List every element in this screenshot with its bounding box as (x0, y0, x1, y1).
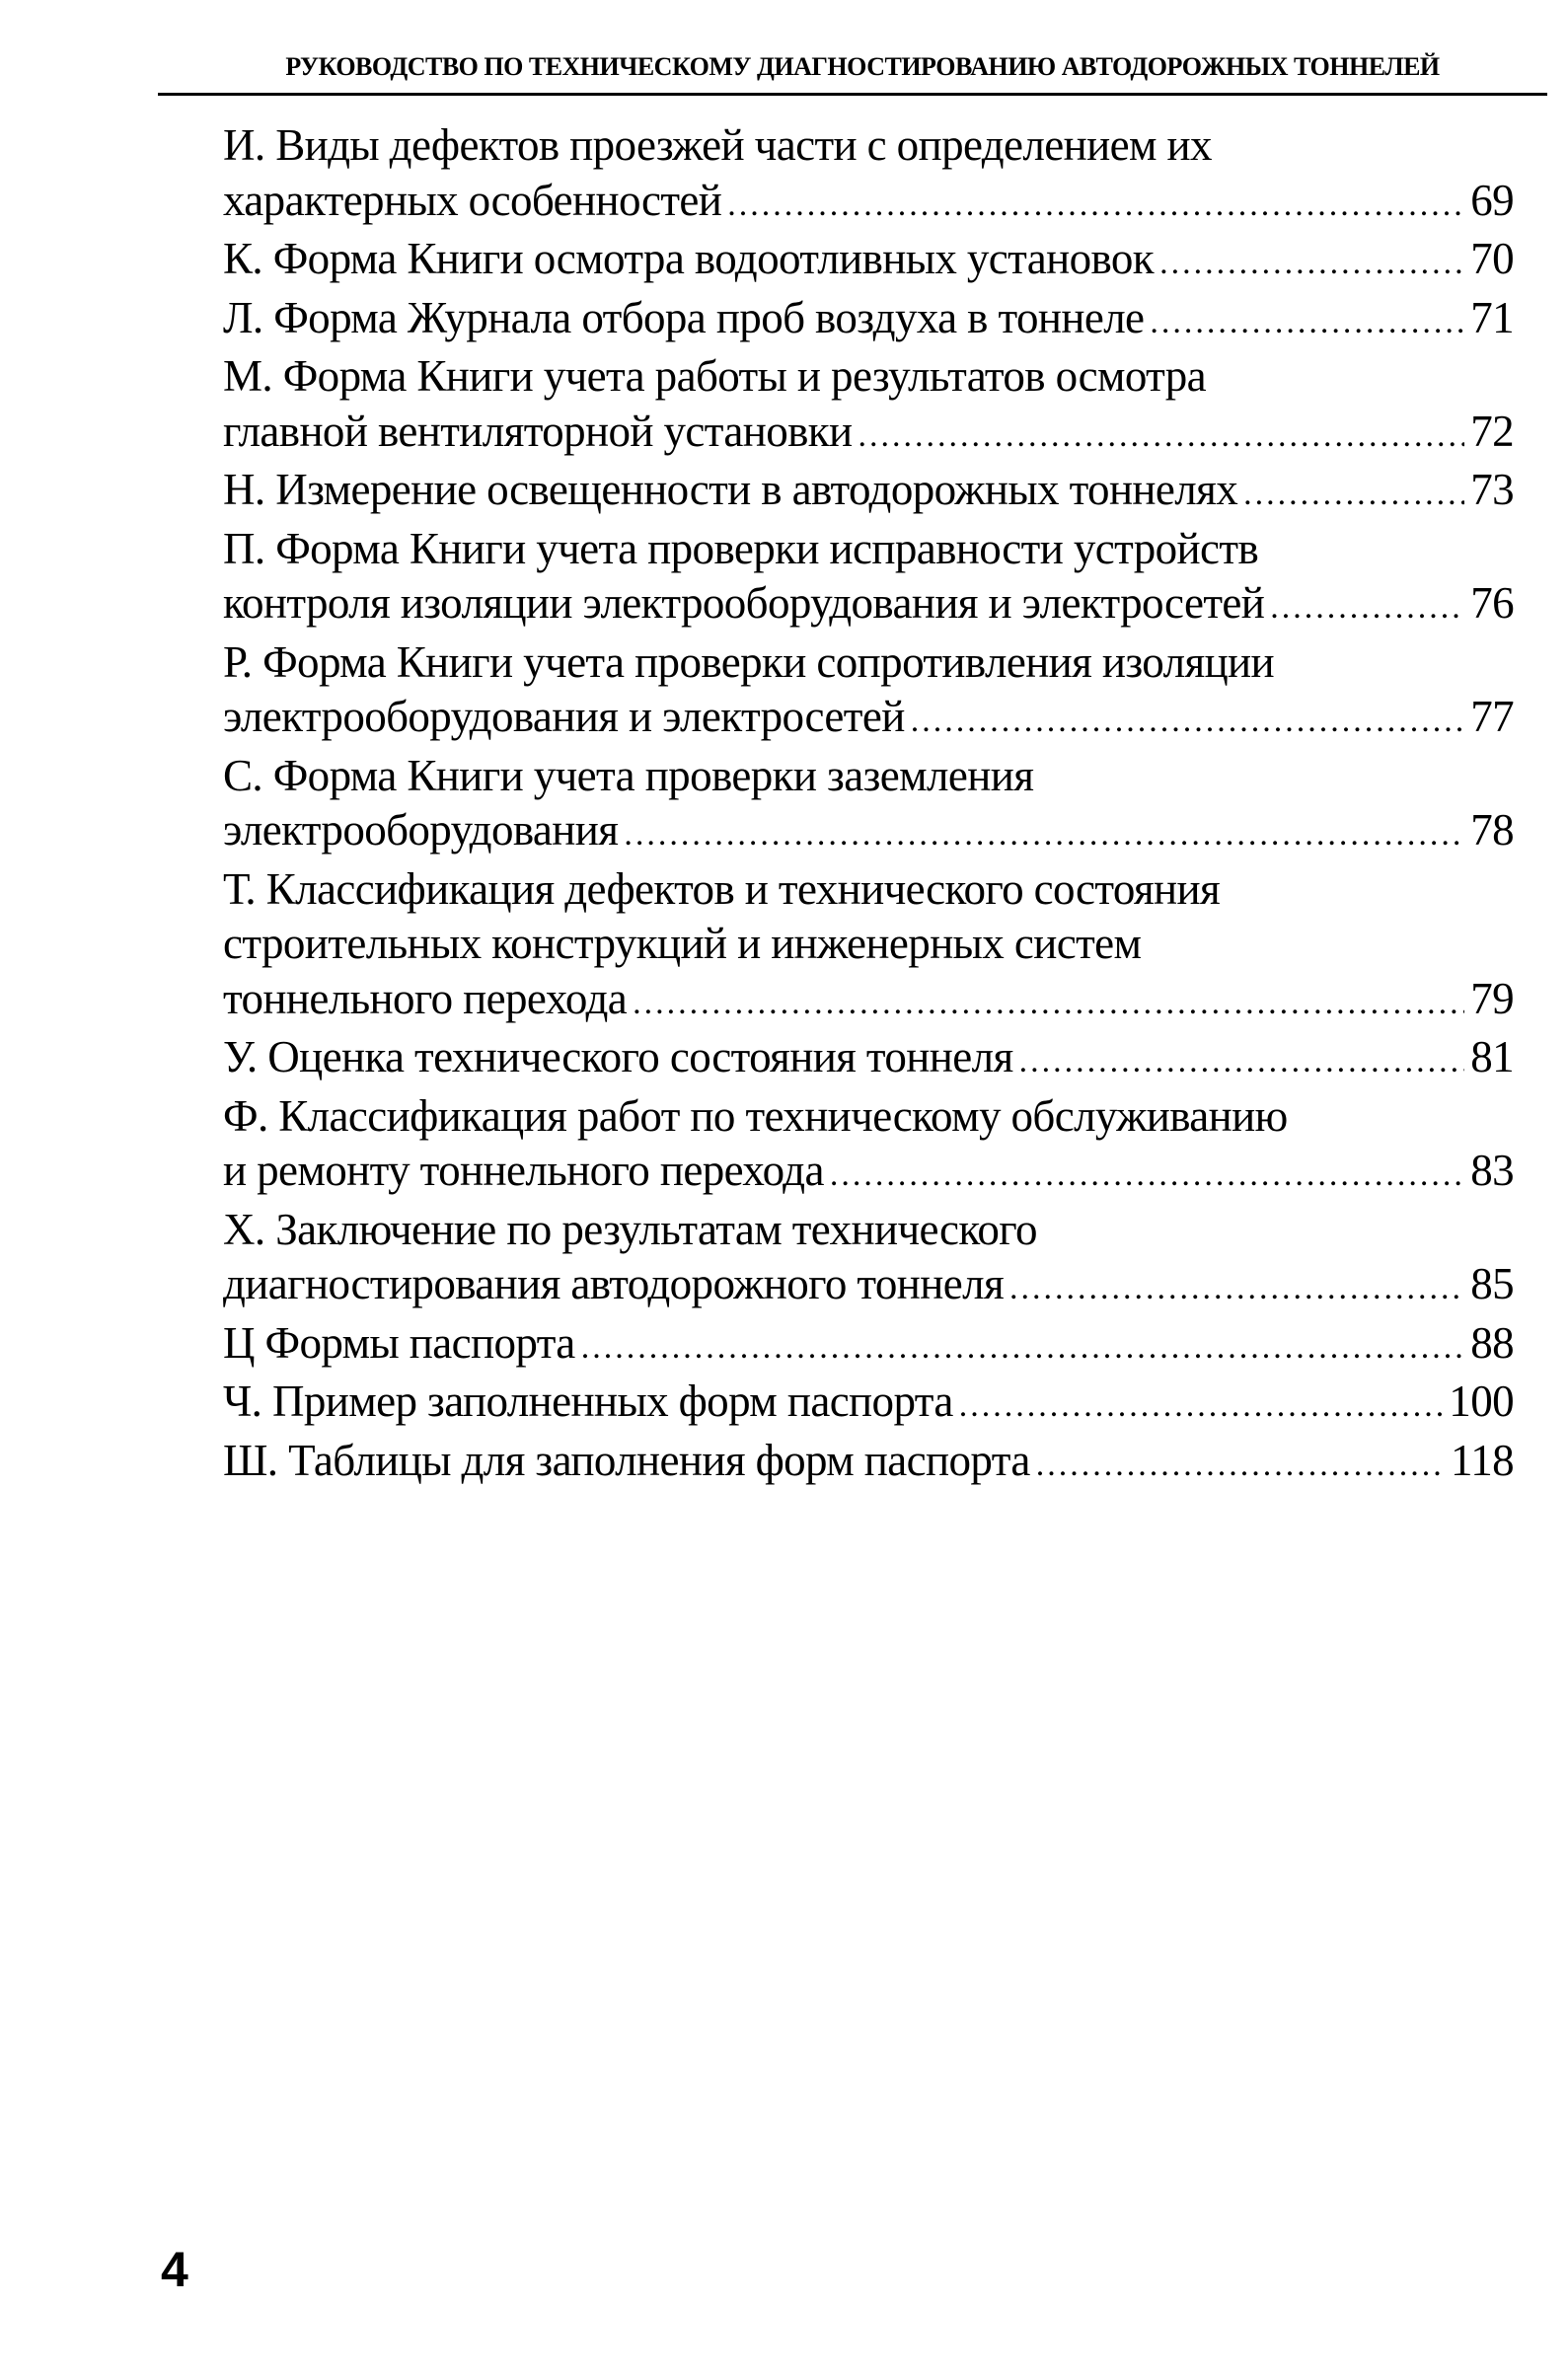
toc-entry-text: Х. Заключение по результатам технического (223, 1204, 1037, 1254)
dot-leader (1036, 1438, 1445, 1493)
toc-entry-text: главной вентиляторной установки (223, 406, 853, 456)
toc-entry-text: контроля изоляции электрооборудования и электросетей (223, 578, 1265, 628)
toc-entry-last-line (223, 1434, 1514, 1493)
toc-entry-last-line (223, 972, 1514, 1031)
toc-page-number: 72 (1470, 406, 1514, 456)
dot-leader (859, 409, 1465, 464)
dot-leader (1270, 580, 1464, 635)
toc-entry-text: тоннельного перехода (223, 973, 628, 1023)
toc-entry (223, 1434, 1514, 1493)
dot-leader (581, 1320, 1465, 1376)
toc-entry-text: Ч. Пример заполненных форм паспорта (223, 1376, 953, 1426)
toc-entry (223, 291, 1514, 350)
toc-entry-text: С. Форма Книги учета проверки заземления (223, 750, 1034, 800)
toc-page-number: 76 (1470, 578, 1514, 628)
toc-entry-last-line (223, 1316, 1514, 1376)
toc-entry-text: Ф. Классификация работ по техническому обслуживанию (223, 1090, 1288, 1141)
toc-page-number: 70 (1470, 234, 1514, 283)
dot-leader (1009, 1261, 1464, 1316)
toc-entry (223, 349, 1514, 463)
toc-entry (223, 1203, 1514, 1316)
toc-entry-text: характерных особенностей (223, 175, 722, 225)
toc-entry-text: Т. Классификация дефектов и технического состояния (223, 863, 1221, 914)
toc-page-number: 118 (1450, 1435, 1514, 1485)
toc-entry (223, 1089, 1514, 1203)
toc-entry-last-line (223, 690, 1514, 749)
toc-entry (223, 862, 1514, 1031)
toc-entry-text: электрооборудования (223, 805, 619, 855)
toc-entry (223, 1375, 1514, 1434)
toc-entry-last-line (223, 1375, 1514, 1434)
toc-entry (223, 522, 1514, 635)
toc-entry-text: и ремонту тоннельного перехода (223, 1146, 824, 1195)
toc-entry-text: Р. Форма Книги учета проверки сопротивления изоляции (223, 636, 1275, 687)
toc-entry-text: Ш. Таблицы для заполнения форм паспорта (223, 1435, 1030, 1485)
toc-entry-text: строительных конструкций и инженерных систем (223, 919, 1142, 968)
dot-leader (959, 1378, 1444, 1434)
dot-leader (1019, 1034, 1465, 1089)
toc-entry-last-line (223, 1030, 1514, 1089)
toc-page-number: 83 (1470, 1146, 1514, 1195)
toc-entry-last-line (223, 1257, 1514, 1316)
page-number: 4 (161, 2242, 188, 2297)
toc-entry (223, 118, 1514, 232)
toc-page-number: 81 (1470, 1032, 1514, 1081)
dot-leader (911, 694, 1464, 749)
dot-leader (1159, 236, 1464, 291)
dot-leader (727, 178, 1464, 233)
toc-entry-last-line (223, 463, 1514, 522)
toc-entry-last-line (223, 174, 1514, 233)
toc-page-number: 69 (1470, 175, 1514, 225)
toc-page-number: 73 (1470, 465, 1514, 514)
dot-leader (1150, 295, 1464, 350)
toc-entry-last-line (223, 803, 1514, 862)
toc-entry (223, 463, 1514, 522)
toc-entry-text: Н. Измерение освещенности в автодорожных тоннелях (223, 465, 1238, 514)
table-of-contents (223, 118, 1514, 1492)
toc-page-number: 79 (1470, 973, 1514, 1023)
toc-entry (223, 1316, 1514, 1376)
toc-entry-text: М. Форма Книги учета работы и результатов осмотра (223, 351, 1207, 401)
toc-entry-last-line (223, 232, 1514, 291)
toc-page-number: 78 (1470, 805, 1514, 855)
toc-entry-text: У. Оценка технического состояния тоннеля (223, 1032, 1013, 1081)
toc-entry-text: И. Виды дефектов проезжей части с определением их (223, 120, 1212, 170)
toc-entry (223, 1030, 1514, 1089)
toc-entry (223, 635, 1514, 749)
dot-leader (633, 976, 1464, 1031)
toc-entry-text: электрооборудования и электросетей (223, 692, 905, 741)
toc-entry (223, 749, 1514, 862)
header-rule (158, 93, 1547, 96)
toc-entry-text: К. Форма Книги осмотра водоотливных установок (223, 234, 1155, 283)
toc-page-number: 77 (1470, 692, 1514, 741)
toc-page-number: 100 (1449, 1376, 1514, 1426)
dot-leader (830, 1148, 1464, 1203)
toc-entry-text: диагностирования автодорожного тоннеля (223, 1259, 1005, 1308)
dot-leader (624, 807, 1464, 862)
toc-entry-text: Л. Форма Журнала отбора проб воздуха в тоннеле (223, 292, 1145, 342)
toc-page-number: 85 (1470, 1259, 1514, 1308)
dot-leader (1243, 467, 1464, 522)
toc-page-number: 88 (1470, 1317, 1514, 1368)
toc-page-number: 71 (1470, 292, 1514, 342)
toc-entry-last-line (223, 405, 1514, 464)
running-header: РУКОВОДСТВО ПО ТЕХНИЧЕСКОМУ ДИАГНОСТИРОВАНИЮ АВТОДОРОЖНЫХ ТОННЕЛЕЙ (285, 52, 1440, 81)
toc-entry-last-line (223, 291, 1514, 350)
toc-entry-last-line (223, 576, 1514, 635)
toc-entry (223, 232, 1514, 291)
toc-entry-last-line (223, 1144, 1514, 1203)
toc-entry-text: П. Форма Книги учета проверки исправности устройств (223, 523, 1259, 573)
toc-entry-text: Ц Формы паспорта (223, 1317, 575, 1368)
